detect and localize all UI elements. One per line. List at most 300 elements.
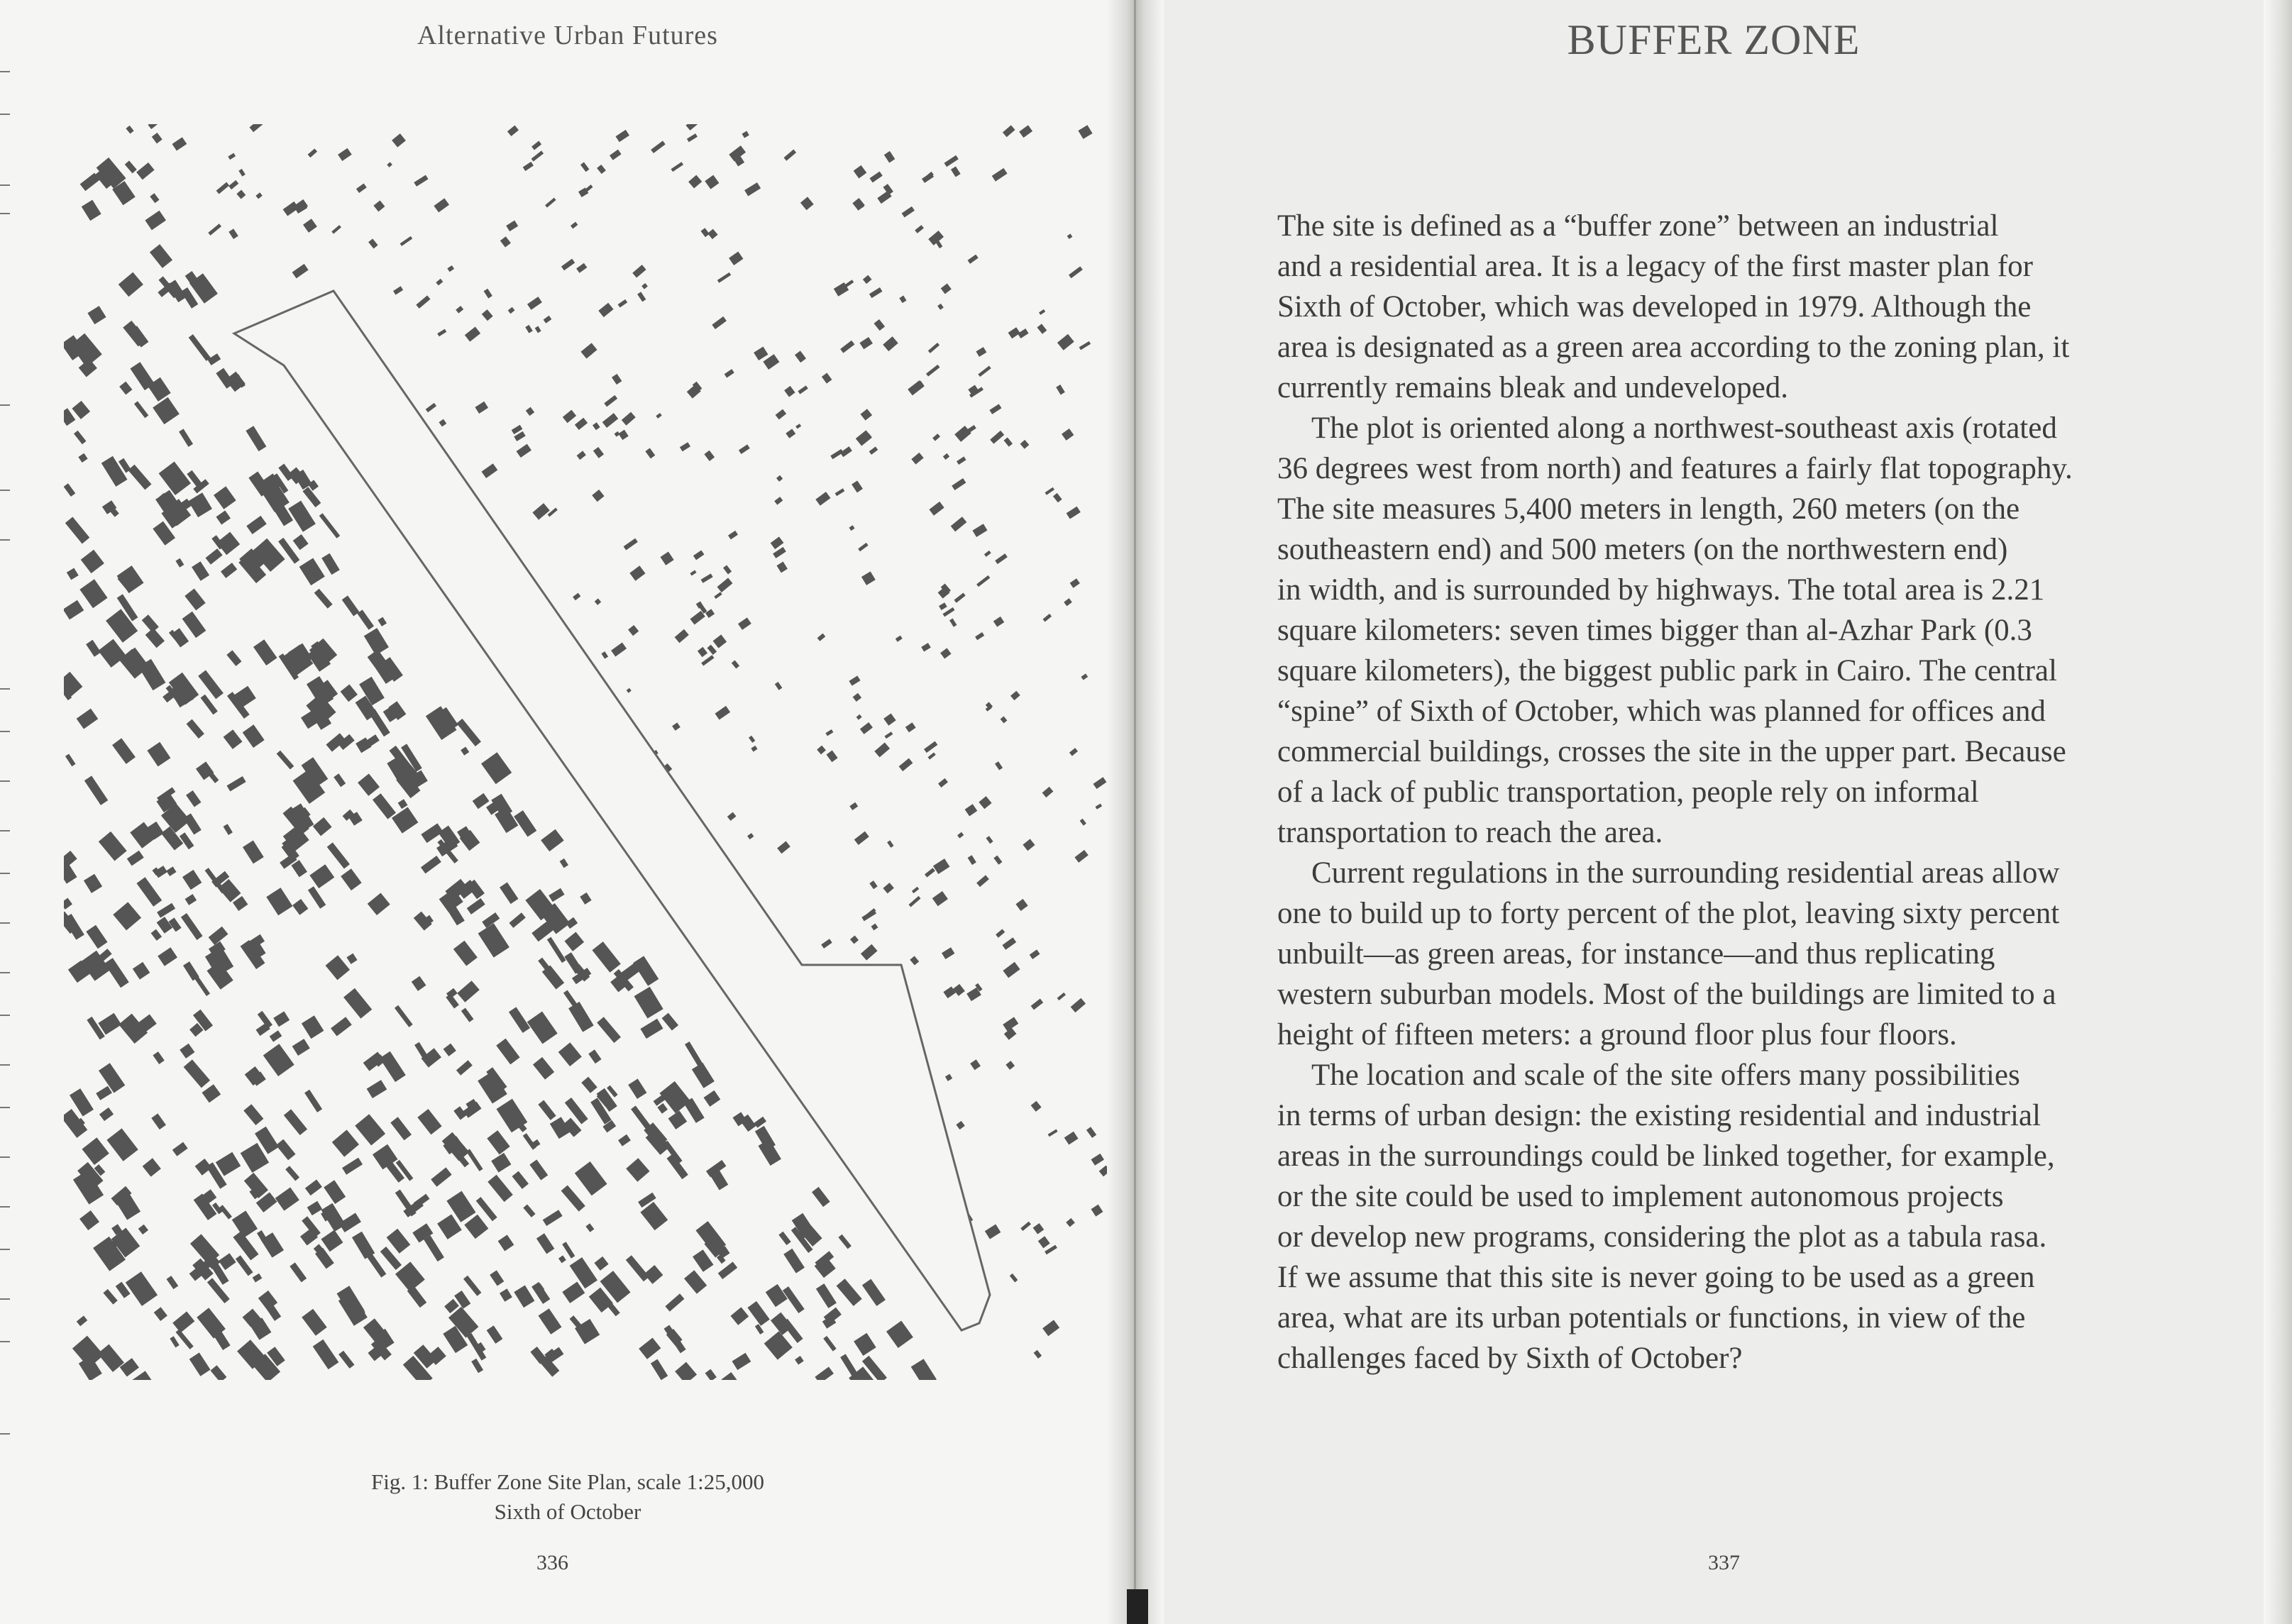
- building-footprint: [823, 1336, 836, 1352]
- building-footprint: [186, 790, 201, 807]
- building-footprint: [1003, 962, 1020, 978]
- caption-subtitle: Sixth of October: [494, 1499, 641, 1524]
- page-edge: [2264, 0, 2292, 1624]
- building-footprint: [576, 263, 587, 273]
- building-footprint: [86, 925, 107, 949]
- building-footprint: [705, 175, 719, 189]
- building-footprint: [126, 1271, 158, 1306]
- building-footprint: [755, 1126, 776, 1151]
- building-footprint: [837, 1278, 862, 1306]
- building-footprint: [1023, 839, 1035, 851]
- building-footprint: [158, 947, 177, 966]
- building-footprint: [739, 444, 750, 454]
- building-footprint: [812, 1187, 830, 1207]
- building-footprint: [226, 372, 246, 392]
- building-footprint: [798, 385, 808, 394]
- building-footprint: [346, 954, 357, 964]
- building-footprint: [292, 264, 309, 278]
- building-footprint: [1062, 429, 1074, 441]
- building-footprint: [755, 1324, 764, 1335]
- building-footprint: [911, 453, 923, 465]
- building-footprint: [849, 525, 855, 531]
- building-footprint: [86, 640, 101, 657]
- building-footprint: [585, 1223, 594, 1232]
- building-footprint: [421, 856, 441, 873]
- building-footprint: [464, 1215, 488, 1239]
- building-footprint: [754, 347, 768, 361]
- building-footprint: [99, 1107, 114, 1121]
- building-footprint: [96, 1086, 112, 1100]
- building-footprint: [487, 1130, 509, 1154]
- building-footprint: [152, 133, 162, 143]
- building-footprint: [563, 410, 576, 424]
- building-footprint: [571, 222, 578, 229]
- building-footprint: [938, 778, 948, 788]
- building-footprint: [304, 1090, 322, 1112]
- building-footprint: [825, 729, 833, 736]
- building-footprint: [949, 619, 957, 627]
- building-footprint: [456, 719, 481, 746]
- building-footprint: [722, 1372, 743, 1380]
- building-footprint: [284, 1109, 307, 1135]
- building-footprint: [612, 374, 622, 385]
- building-footprint: [426, 706, 457, 740]
- building-footprint: [738, 617, 751, 629]
- building-footprint: [986, 836, 993, 844]
- building-footprint: [704, 451, 715, 461]
- building-footprint: [849, 675, 860, 685]
- building-footprint: [172, 1311, 194, 1332]
- building-footprint: [529, 1159, 548, 1180]
- building-footprint: [690, 611, 705, 625]
- building-footprint: [373, 793, 396, 819]
- building-footprint: [232, 1210, 258, 1237]
- building-footprint: [852, 480, 863, 492]
- building-footprint: [341, 868, 362, 890]
- building-footprint: [581, 1077, 597, 1093]
- building-footprint: [915, 225, 924, 233]
- building-footprint: [714, 592, 722, 599]
- building-footprint: [784, 150, 797, 161]
- building-footprint: [628, 625, 639, 636]
- building-footprint: [849, 802, 858, 810]
- building-footprint: [883, 713, 896, 725]
- building-footprint: [392, 807, 418, 834]
- building-footprint: [1002, 937, 1016, 949]
- building-footprint: [1048, 1129, 1058, 1137]
- building-footprint: [871, 924, 878, 931]
- building-footprint: [478, 923, 509, 957]
- building-footprint: [228, 180, 238, 189]
- building-footprint: [544, 316, 552, 324]
- building-footprint: [730, 1307, 749, 1325]
- building-footprint: [869, 287, 883, 298]
- building-footprint: [634, 987, 663, 1019]
- building-footprint: [835, 488, 845, 496]
- building-footprint: [461, 1008, 474, 1022]
- building-footprint: [214, 486, 236, 509]
- building-footprint: [688, 175, 702, 189]
- building-footprint: [645, 448, 655, 458]
- building-footprint: [566, 917, 578, 929]
- building-footprint: [103, 1289, 117, 1305]
- building-footprint: [884, 151, 896, 163]
- building-footprint: [219, 1253, 236, 1270]
- building-footprint: [975, 632, 984, 640]
- building-footprint: [456, 1060, 473, 1076]
- building-footprint: [713, 634, 727, 648]
- building-footprint: [640, 1019, 663, 1039]
- building-footprint: [461, 747, 469, 756]
- building-footprint: [933, 858, 950, 874]
- building-footprint: [990, 431, 1004, 444]
- page-number-right: 337: [1708, 1551, 1740, 1574]
- building-footprint: [639, 1338, 661, 1359]
- building-footprint: [622, 412, 636, 426]
- building-footprint: [952, 478, 966, 490]
- building-footprint: [99, 832, 127, 861]
- building-footprint: [216, 511, 231, 525]
- building-footprint: [1069, 748, 1078, 756]
- building-footprint: [363, 1052, 384, 1071]
- building-footprint: [224, 824, 233, 835]
- building-footprint: [928, 343, 940, 353]
- building-footprint: [860, 722, 873, 734]
- building-footprint: [127, 851, 144, 866]
- building-footprint: [175, 558, 184, 568]
- building-footprint: [545, 198, 556, 208]
- building-footprint: [1020, 440, 1030, 449]
- building-footprint: [774, 497, 783, 505]
- building-footprint: [858, 543, 868, 551]
- building-footprint: [1057, 334, 1074, 350]
- building-footprint: [693, 550, 705, 560]
- building-footprint: [496, 1039, 519, 1065]
- building-footprint: [364, 628, 389, 656]
- building-footprint: [266, 888, 292, 915]
- building-footprint: [1004, 437, 1013, 446]
- building-footprint: [929, 502, 944, 516]
- building-footprint: [856, 714, 862, 720]
- building-footprint: [817, 634, 826, 641]
- building-footprint: [640, 1202, 668, 1230]
- building-footprint: [331, 225, 341, 233]
- building-footprint: [692, 1063, 715, 1088]
- building-footprint: [1086, 1127, 1096, 1138]
- building-footprint: [184, 1059, 210, 1088]
- building-footprint: [182, 612, 206, 638]
- building-footprint: [863, 275, 872, 284]
- building-footprint: [246, 516, 266, 534]
- building-footprint: [560, 858, 568, 868]
- building-footprint: [978, 366, 991, 377]
- building-footprint: [64, 408, 75, 426]
- building-footprint: [189, 1352, 211, 1376]
- building-footprint: [972, 524, 987, 537]
- building-footprint: [707, 229, 717, 240]
- building-footprint: [500, 1288, 512, 1301]
- building-footprint: [957, 832, 964, 839]
- building-footprint: [561, 259, 575, 271]
- building-footprint: [723, 565, 732, 574]
- building-footprint: [176, 1329, 194, 1349]
- building-footprint: [668, 1110, 688, 1129]
- building-footprint: [976, 347, 986, 357]
- building-footprint: [683, 1098, 704, 1123]
- building-footprint: [119, 382, 132, 395]
- building-footprint: [932, 433, 940, 441]
- building-footprint: [321, 553, 340, 575]
- building-footprint: [853, 693, 861, 702]
- building-footprint: [276, 1139, 296, 1161]
- building-footprint: [562, 1282, 585, 1303]
- building-footprint: [685, 1042, 704, 1068]
- building-footprint: [896, 636, 903, 642]
- building-footprint: [104, 958, 129, 988]
- building-footprint: [1020, 1222, 1031, 1231]
- building-footprint: [604, 395, 617, 407]
- building-footprint: [119, 1014, 148, 1044]
- building-footprint: [302, 1015, 324, 1039]
- building-footprint: [775, 682, 783, 690]
- building-footprint: [533, 1057, 554, 1080]
- building-footprint: [970, 1059, 981, 1070]
- building-footprint: [575, 418, 588, 430]
- building-footprint: [588, 1049, 601, 1064]
- building-footprint: [221, 563, 237, 578]
- building-footprint: [1071, 998, 1086, 1012]
- building-footprint: [783, 1249, 805, 1274]
- building-footprint: [687, 133, 698, 142]
- building-footprint: [456, 306, 463, 314]
- building-footprint: [326, 955, 351, 980]
- building-footprint: [1069, 266, 1083, 278]
- building-footprint: [924, 741, 937, 753]
- building-footprint: [942, 947, 954, 959]
- building-footprint: [507, 126, 519, 136]
- building-footprint: [302, 487, 321, 507]
- building-footprint: [718, 1261, 737, 1279]
- building-footprint: [390, 1117, 412, 1140]
- building-footprint: [910, 956, 919, 965]
- paragraph-3: Current regulations in the surrounding residential areas allow one to build up to forty percent of the plot, leaving sixty percent unbuilt—as green areas, for instance—and thus replicating western suburban models. Most of the buildings are limited to a height of fifteen meters: a ground floor plus four floors.: [1277, 856, 2060, 1051]
- building-footprint: [777, 841, 790, 854]
- building-footprint: [912, 887, 919, 893]
- building-footprint: [453, 941, 478, 966]
- building-footprint: [840, 341, 854, 353]
- building-footprint: [883, 336, 898, 351]
- building-footprint: [631, 1105, 651, 1129]
- building-footprint: [953, 984, 965, 996]
- building-footprint: [727, 812, 737, 821]
- building-footprint: [1091, 1154, 1104, 1166]
- building-footprint: [290, 1262, 307, 1282]
- building-footprint: [475, 402, 488, 414]
- building-footprint: [1039, 309, 1045, 315]
- building-footprint: [77, 709, 99, 729]
- building-footprint: [334, 773, 346, 787]
- building-footprint: [283, 201, 299, 216]
- building-footprint: [147, 742, 170, 767]
- building-footprint: [570, 1257, 597, 1288]
- building-footprint: [384, 1159, 404, 1183]
- building-footprint: [869, 880, 877, 889]
- building-footprint: [228, 228, 238, 239]
- building-footprint: [380, 1051, 406, 1082]
- building-footprint: [331, 1017, 352, 1036]
- building-footprint: [443, 1044, 456, 1056]
- building-footprint: [72, 401, 90, 419]
- building-footprint: [1037, 324, 1047, 333]
- building-footprint: [378, 617, 387, 626]
- building-footprint: [690, 570, 696, 575]
- building-footprint: [593, 422, 600, 430]
- building-footprint: [786, 429, 795, 438]
- building-footprint: [292, 1039, 310, 1056]
- building-footprint: [1015, 899, 1027, 911]
- building-footprint: [968, 855, 976, 865]
- building-footprint: [358, 773, 380, 796]
- building-footprint: [166, 866, 176, 876]
- building-footprint: [662, 1013, 678, 1031]
- building-footprint: [862, 1279, 886, 1306]
- building-footprint: [321, 1230, 343, 1252]
- building-footprint: [859, 337, 873, 349]
- building-footprint: [172, 137, 187, 150]
- building-footprint: [424, 1235, 444, 1261]
- building-footprint: [1034, 1350, 1042, 1359]
- building-footprint: [207, 353, 221, 365]
- building-footprint: [577, 451, 586, 460]
- building-footprint: [637, 292, 646, 302]
- building-footprint: [527, 297, 542, 310]
- building-footprint: [216, 1152, 241, 1176]
- building-footprint: [78, 453, 87, 463]
- building-footprint: [979, 796, 991, 809]
- building-footprint: [171, 628, 189, 647]
- building-footprint: [1003, 125, 1015, 137]
- building-footprint: [838, 1234, 851, 1249]
- building-footprint: [64, 483, 75, 497]
- building-footprint: [771, 536, 784, 549]
- building-footprint: [776, 475, 783, 482]
- building-footprint: [327, 842, 350, 868]
- building-footprint: [641, 283, 648, 289]
- building-footprint: [712, 316, 727, 329]
- building-footprint: [465, 326, 480, 341]
- building-footprint: [671, 162, 684, 172]
- building-footprint: [154, 1307, 167, 1321]
- building-footprint: [136, 162, 154, 179]
- building-footprint: [776, 409, 787, 420]
- building-footprint: [751, 746, 757, 752]
- building-footprint: [698, 647, 707, 657]
- building-footprint: [1099, 1166, 1107, 1177]
- building-footprint: [840, 446, 852, 457]
- building-footprint: [487, 1175, 513, 1202]
- building-footprint: [817, 746, 826, 755]
- building-footprint: [324, 1180, 346, 1204]
- building-footprint: [665, 1293, 684, 1311]
- building-footprint: [536, 1233, 554, 1254]
- building-footprint: [993, 856, 1002, 865]
- building-footprint: [238, 169, 246, 177]
- building-footprint: [909, 896, 921, 907]
- building-footprint: [79, 359, 97, 377]
- building-footprint: [392, 133, 406, 147]
- building-footprint: [1031, 999, 1044, 1010]
- building-footprint: [954, 426, 971, 442]
- building-footprint: [463, 1276, 481, 1296]
- building-footprint: [861, 944, 878, 961]
- building-footprint: [573, 593, 580, 601]
- building-footprint: [957, 456, 966, 465]
- building-footprint: [342, 595, 360, 616]
- building-footprint: [73, 1170, 104, 1204]
- paragraph-2: The plot is oriented along a northwest-southeast axis (rotated 36 degrees west from north) and features a fairly flat topography. The site measures 5,400 meters in length, 260 meters (on the southeastern end) and 500 meters (on the northwestern end) in width, and is surrounded by highways. The total area is 2.21 square kilometers: seven times bigger than al-Azhar Park (0.3 square kilometers), the biggest public park in Cairo. The central “spine” of Sixth of October, which was planned for offices and commercial buildings, crosses the site in the upper part. Because of a lack of public transportation, people rely on informal transportation to reach the area.: [1277, 411, 2073, 849]
- building-footprint: [341, 685, 358, 702]
- building-footprint: [226, 650, 241, 666]
- building-footprint: [189, 969, 210, 996]
- building-footprint: [732, 1353, 751, 1370]
- building-footprint: [133, 962, 150, 980]
- site-plan-figure: [64, 124, 1107, 1380]
- building-footprint: [500, 236, 511, 247]
- building-footprint: [208, 223, 221, 236]
- building-footprint: [192, 561, 209, 581]
- building-footprint: [305, 1180, 322, 1196]
- building-footprint: [185, 894, 197, 905]
- building-footprint: [996, 929, 1005, 937]
- building-footprint: [112, 738, 136, 763]
- building-footprint: [597, 1017, 621, 1043]
- building-footprint: [130, 1371, 160, 1380]
- building-footprint: [153, 1051, 164, 1064]
- building-footprint: [885, 731, 893, 739]
- building-footprint: [822, 372, 832, 383]
- building-footprint: [626, 1158, 649, 1182]
- building-footprint: [293, 534, 309, 550]
- building-footprint: [466, 1149, 483, 1171]
- building-footprint: [628, 1078, 646, 1099]
- building-footprint: [976, 875, 989, 887]
- building-footprint: [1096, 804, 1103, 810]
- building-footprint: [523, 162, 534, 171]
- building-footprint: [84, 874, 102, 893]
- building-footprint: [984, 551, 991, 557]
- building-footprint: [145, 628, 165, 648]
- building-footprint: [243, 724, 265, 748]
- building-footprint: [870, 172, 883, 183]
- building-footprint: [598, 303, 613, 317]
- building-footprint: [77, 1315, 87, 1326]
- building-footprint: [314, 589, 333, 609]
- building-footprint: [187, 719, 204, 739]
- building-footprint: [437, 329, 446, 337]
- building-footprint: [704, 1090, 721, 1107]
- building-footprint: [113, 902, 141, 930]
- building-footprint: [651, 140, 666, 153]
- building-footprint: [821, 939, 832, 949]
- building-footprint: [125, 160, 137, 173]
- building-footprint: [157, 917, 173, 934]
- building-footprint: [887, 840, 893, 847]
- building-footprint: [921, 643, 931, 651]
- building-footprint: [181, 913, 203, 940]
- building-footprint: [64, 898, 72, 910]
- building-footprint: [273, 1011, 290, 1027]
- building-footprint: [747, 833, 754, 839]
